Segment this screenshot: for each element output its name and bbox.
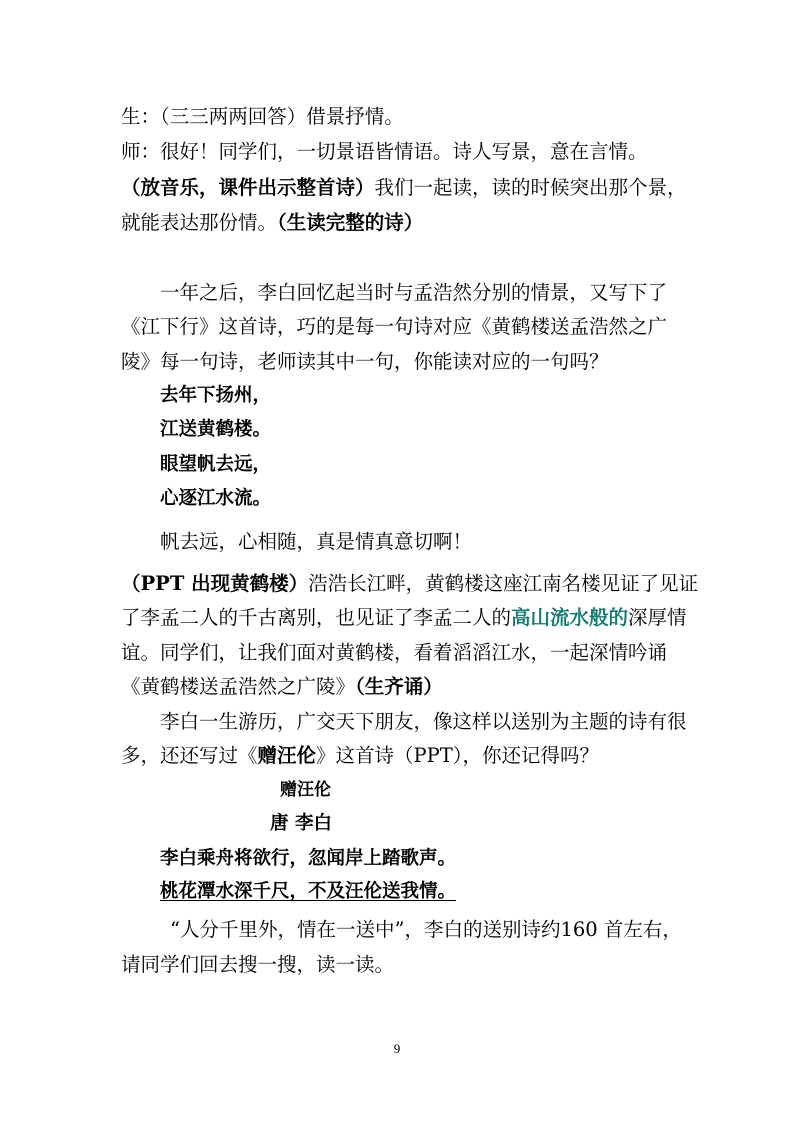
- poem-line: 眼望帆去远，: [160, 454, 272, 475]
- poem-line: 去年下扬州，: [160, 385, 272, 406]
- poem-author: 唐 李白: [270, 813, 332, 834]
- stage-direction-line: [121, 178, 687, 198]
- paragraph-line: [121, 677, 443, 697]
- paragraph-line: 一年之后，李白回忆起当时与孟浩然分别的情景，又写下了: [160, 281, 668, 304]
- paragraph-line: “人分千里外，情在一送中”，李白的送别诗约160 首左右，: [170, 918, 682, 941]
- page-number: 9: [393, 1041, 401, 1056]
- highlight-phrase: 高山流水般的: [511, 606, 629, 629]
- paragraph-text: 《黄鹤楼送孟浩然之广陵》: [121, 675, 356, 698]
- poem-title-inline: 赠汪伦: [257, 744, 317, 767]
- stage-direction-bold-2: （生读完整的诗）: [277, 211, 424, 234]
- poem-title: 赠汪伦: [280, 780, 331, 800]
- poem-line: 李白乘舟将欲行，忽闻岸上踏歌声。: [160, 848, 457, 869]
- poem-line-underlined: 桃花潭水深千尺，不及汪伦送我情。: [160, 881, 457, 902]
- paragraph-line: [121, 746, 599, 766]
- stage-direction-cont: [121, 213, 423, 233]
- stage-direction-bold: （生齐诵）: [355, 675, 443, 698]
- stage-direction-text: 我们一起读，读的时候突出那个景，: [374, 176, 687, 199]
- paragraph-text: 了李孟二人的千古离别，也见证了李孟二人的: [121, 606, 512, 629]
- poem-line: 江送黄鹤楼。: [160, 419, 272, 440]
- paragraph-line: 《江下行》这首诗，巧的是每一句诗对应《黄鹤楼送孟浩然之广: [121, 315, 668, 338]
- poem-line: 心逐江水流。: [160, 488, 272, 509]
- stage-direction-text-2: 就能表达那份情。: [121, 211, 278, 234]
- paragraph-line: [121, 608, 687, 628]
- paragraph-line: [121, 574, 698, 594]
- paragraph-line: 李白一生游历，广交天下朋友，像这样以送别为主题的诗有很: [160, 710, 687, 733]
- paragraph-line: 谊。同学们，让我们面对黄鹤楼，看着滔滔江水，一起深情吟诵: [121, 641, 668, 664]
- student-answer-line: 生：（三三两两回答）借景抒情。: [121, 105, 404, 128]
- paragraph-text: 》这首诗（PPT），你还记得吗？: [316, 744, 600, 767]
- stage-direction-bold: （放音乐，课件出示整首诗）: [121, 176, 375, 199]
- ppt-direction-bold: （PPT 出现黄鹤楼）: [121, 572, 309, 595]
- teacher-line: 师：很好！同学们，一切景语皆情语。诗人写景，意在言情。: [121, 140, 648, 163]
- paragraph-line: 帆去远，心相随，真是情真意切啊！: [160, 530, 473, 553]
- paragraph-text: 浩浩长江畔，黄鹤楼这座江南名楼见证了见证: [308, 572, 699, 595]
- paragraph-line: 陵》每一句诗，老师读其中一句，你能读对应的一句吗？: [121, 350, 609, 373]
- paragraph-text: 深厚情: [628, 606, 687, 629]
- paragraph-text: 多，还还写过《: [121, 744, 258, 767]
- paragraph-line: 请同学们回去搜一搜，读一读。: [121, 953, 395, 976]
